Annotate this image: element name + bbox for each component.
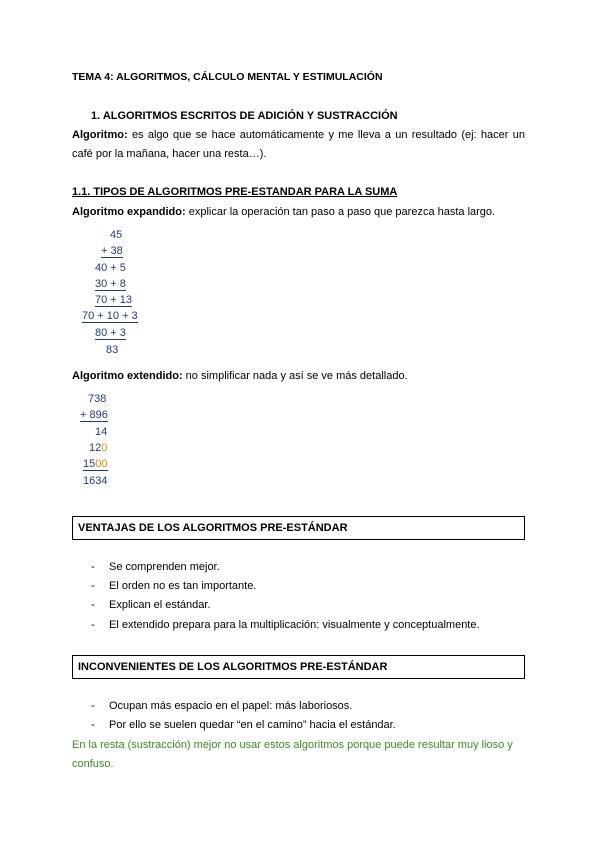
- extendido-step: 1634: [83, 475, 108, 487]
- expandido-line: [72, 206, 495, 218]
- expandido-step: 83: [106, 344, 119, 356]
- section-1-1-heading: 1.1. TIPOS DE ALGORITMOS PRE-ESTANDAR PARA LA SUMA: [72, 186, 398, 198]
- section-1-heading: 1. ALGORITMOS ESCRITOS DE ADICIÓN Y SUSTRACCIÓN: [91, 110, 398, 122]
- expandido-step: 70 + 10 + 3: [82, 310, 138, 322]
- page-title: TEMA 4: ALGORITMOS, CÁLCULO MENTAL Y ESTIMULACIÓN: [72, 71, 383, 83]
- resta-note-line1: En la resta (sustracción) mejor no usar estos algoritmos porque puede resultar muy lioso y: [72, 739, 513, 751]
- expandido-text: explicar la operación tan paso a paso que parezca hasta largo.: [188, 206, 496, 218]
- bullet-dash: -: [91, 700, 95, 712]
- expandido-step: 45: [110, 229, 123, 241]
- extendido-line: [72, 370, 408, 382]
- ventajas-heading-box: [72, 516, 525, 540]
- bullet-dash: -: [91, 619, 95, 631]
- bullet-dash: -: [91, 561, 95, 573]
- extendido-step: 14: [95, 426, 108, 438]
- inconvenientes-heading: INCONVENIENTES DE LOS ALGORITMOS PRE-ESTÁNDAR: [78, 661, 388, 673]
- ventajas-item: El orden no es tan importante.: [109, 580, 257, 592]
- algoritmo-definition-line1: [72, 129, 525, 141]
- ventajas-item: Explican el estándar.: [109, 599, 211, 611]
- expandido-step: 80 + 3: [95, 327, 126, 339]
- extendido-text: no simplificar nada y así se ve más detallado.: [185, 370, 408, 382]
- inconvenientes-item: Ocupan más espacio en el papel: más laboriosos.: [109, 700, 353, 712]
- extendido-step: + 896: [80, 409, 108, 421]
- ventajas-heading: VENTAJAS DE LOS ALGORITMOS PRE-ESTÁNDAR: [78, 522, 348, 534]
- bullet-dash: -: [91, 580, 95, 592]
- inconvenientes-heading-box: [72, 655, 525, 679]
- expandido-label: Algoritmo expandido:: [72, 206, 186, 218]
- ventajas-item: El extendido prepara para la multiplicación: visualmente y conceptualmente.: [109, 619, 480, 631]
- algoritmo-definition-line2: café por la mañana, hacer una resta…).: [72, 148, 267, 160]
- inconvenientes-item: Por ello se suelen quedar “en el camino” hacia el estándar.: [109, 719, 396, 731]
- extendido-step: 1500: [83, 458, 108, 470]
- algoritmo-label: Algoritmo:: [72, 129, 128, 141]
- bullet-dash: -: [91, 599, 95, 611]
- extendido-step: 120: [89, 442, 108, 454]
- resta-note-line2: confuso.: [72, 758, 114, 770]
- extendido-step: 738: [88, 393, 107, 405]
- expandido-step: + 38: [101, 245, 123, 257]
- bullet-dash: -: [91, 719, 95, 731]
- ventajas-item: Se comprenden mejor.: [109, 561, 220, 573]
- expandido-step: 40 + 5: [95, 262, 126, 274]
- expandido-step: 70 + 13: [95, 294, 133, 306]
- expandido-step: 30 + 8: [95, 278, 126, 290]
- algoritmo-text: es algo que se hace automáticamente y me lleva a un resultado (ej: hacer un: [131, 129, 525, 141]
- extendido-label: Algoritmo extendido:: [72, 370, 183, 382]
